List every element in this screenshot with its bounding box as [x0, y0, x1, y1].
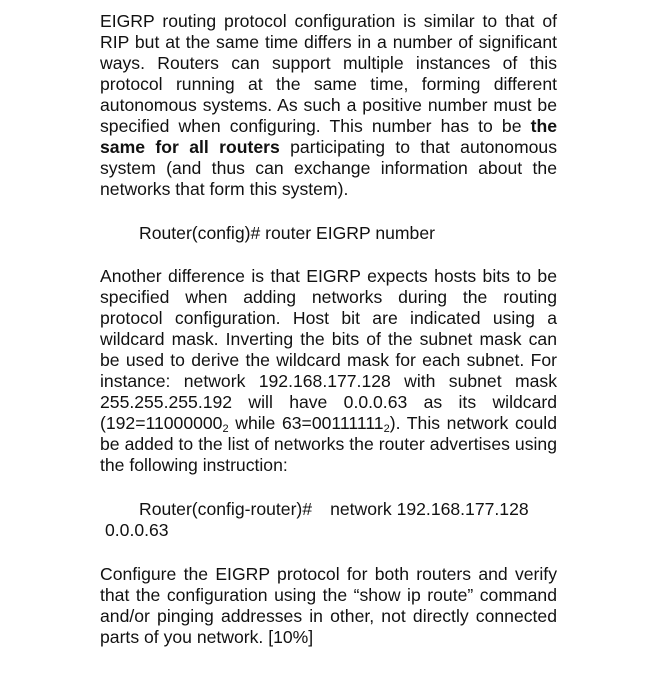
- intro-text-part2: participating to that autonomous system (and thus can exchange information about the networks that form this system).: [100, 137, 557, 199]
- task-instruction-paragraph: Configure the EIGRP protocol for both routers and verify that the configuration using the “show ip route” command and/or pinging addresses in other, not directly connected parts of you network. [10%]: [100, 564, 557, 647]
- intro-text-part1: EIGRP routing protocol configuration is similar to that of RIP but at the same time differs in a number of significant ways. Routers can support multiple instances of this protocol running at the same time, forming different autonomous systems. As such a positive number must be specified when configuring. This number has to be: [100, 11, 557, 136]
- network-command-wildcard: 0.0.0.63: [105, 520, 169, 540]
- wildcard-text-part1: Another difference is that EIGRP expects hosts bits to be specified when adding networks during the routing protocol configuration. Host bit are indicated using a wildcard mask. Inverting the bits of the subnet mask can be used to derive the wildcard mask for each subnet. For instance: network 192.168.177.128 with subnet mask 255.255.255.192 will have 0.0.0.63 as its wildcard (192=11000000: [100, 266, 557, 433]
- binary-subscript-1: 2: [222, 423, 229, 435]
- wildcard-mask-paragraph: [100, 266, 557, 476]
- intro-bold-emphasis: the same for all routers: [100, 116, 557, 157]
- wildcard-text-part2: while 63=00111111: [228, 413, 384, 433]
- network-command-prompt: Router(config-router)#: [139, 499, 313, 519]
- eigrp-intro-paragraph: [100, 11, 557, 200]
- binary-subscript-2: 2: [383, 423, 390, 435]
- document-page: [100, 11, 557, 648]
- router-eigrp-command: Router(config)# router EIGRP number: [139, 223, 435, 243]
- wildcard-text-part3: ). This network could be added to the list of networks the router advertises using the following instruction:: [100, 413, 558, 475]
- network-command-args: network 192.168.177.128: [330, 499, 529, 519]
- network-command: [139, 499, 557, 520]
